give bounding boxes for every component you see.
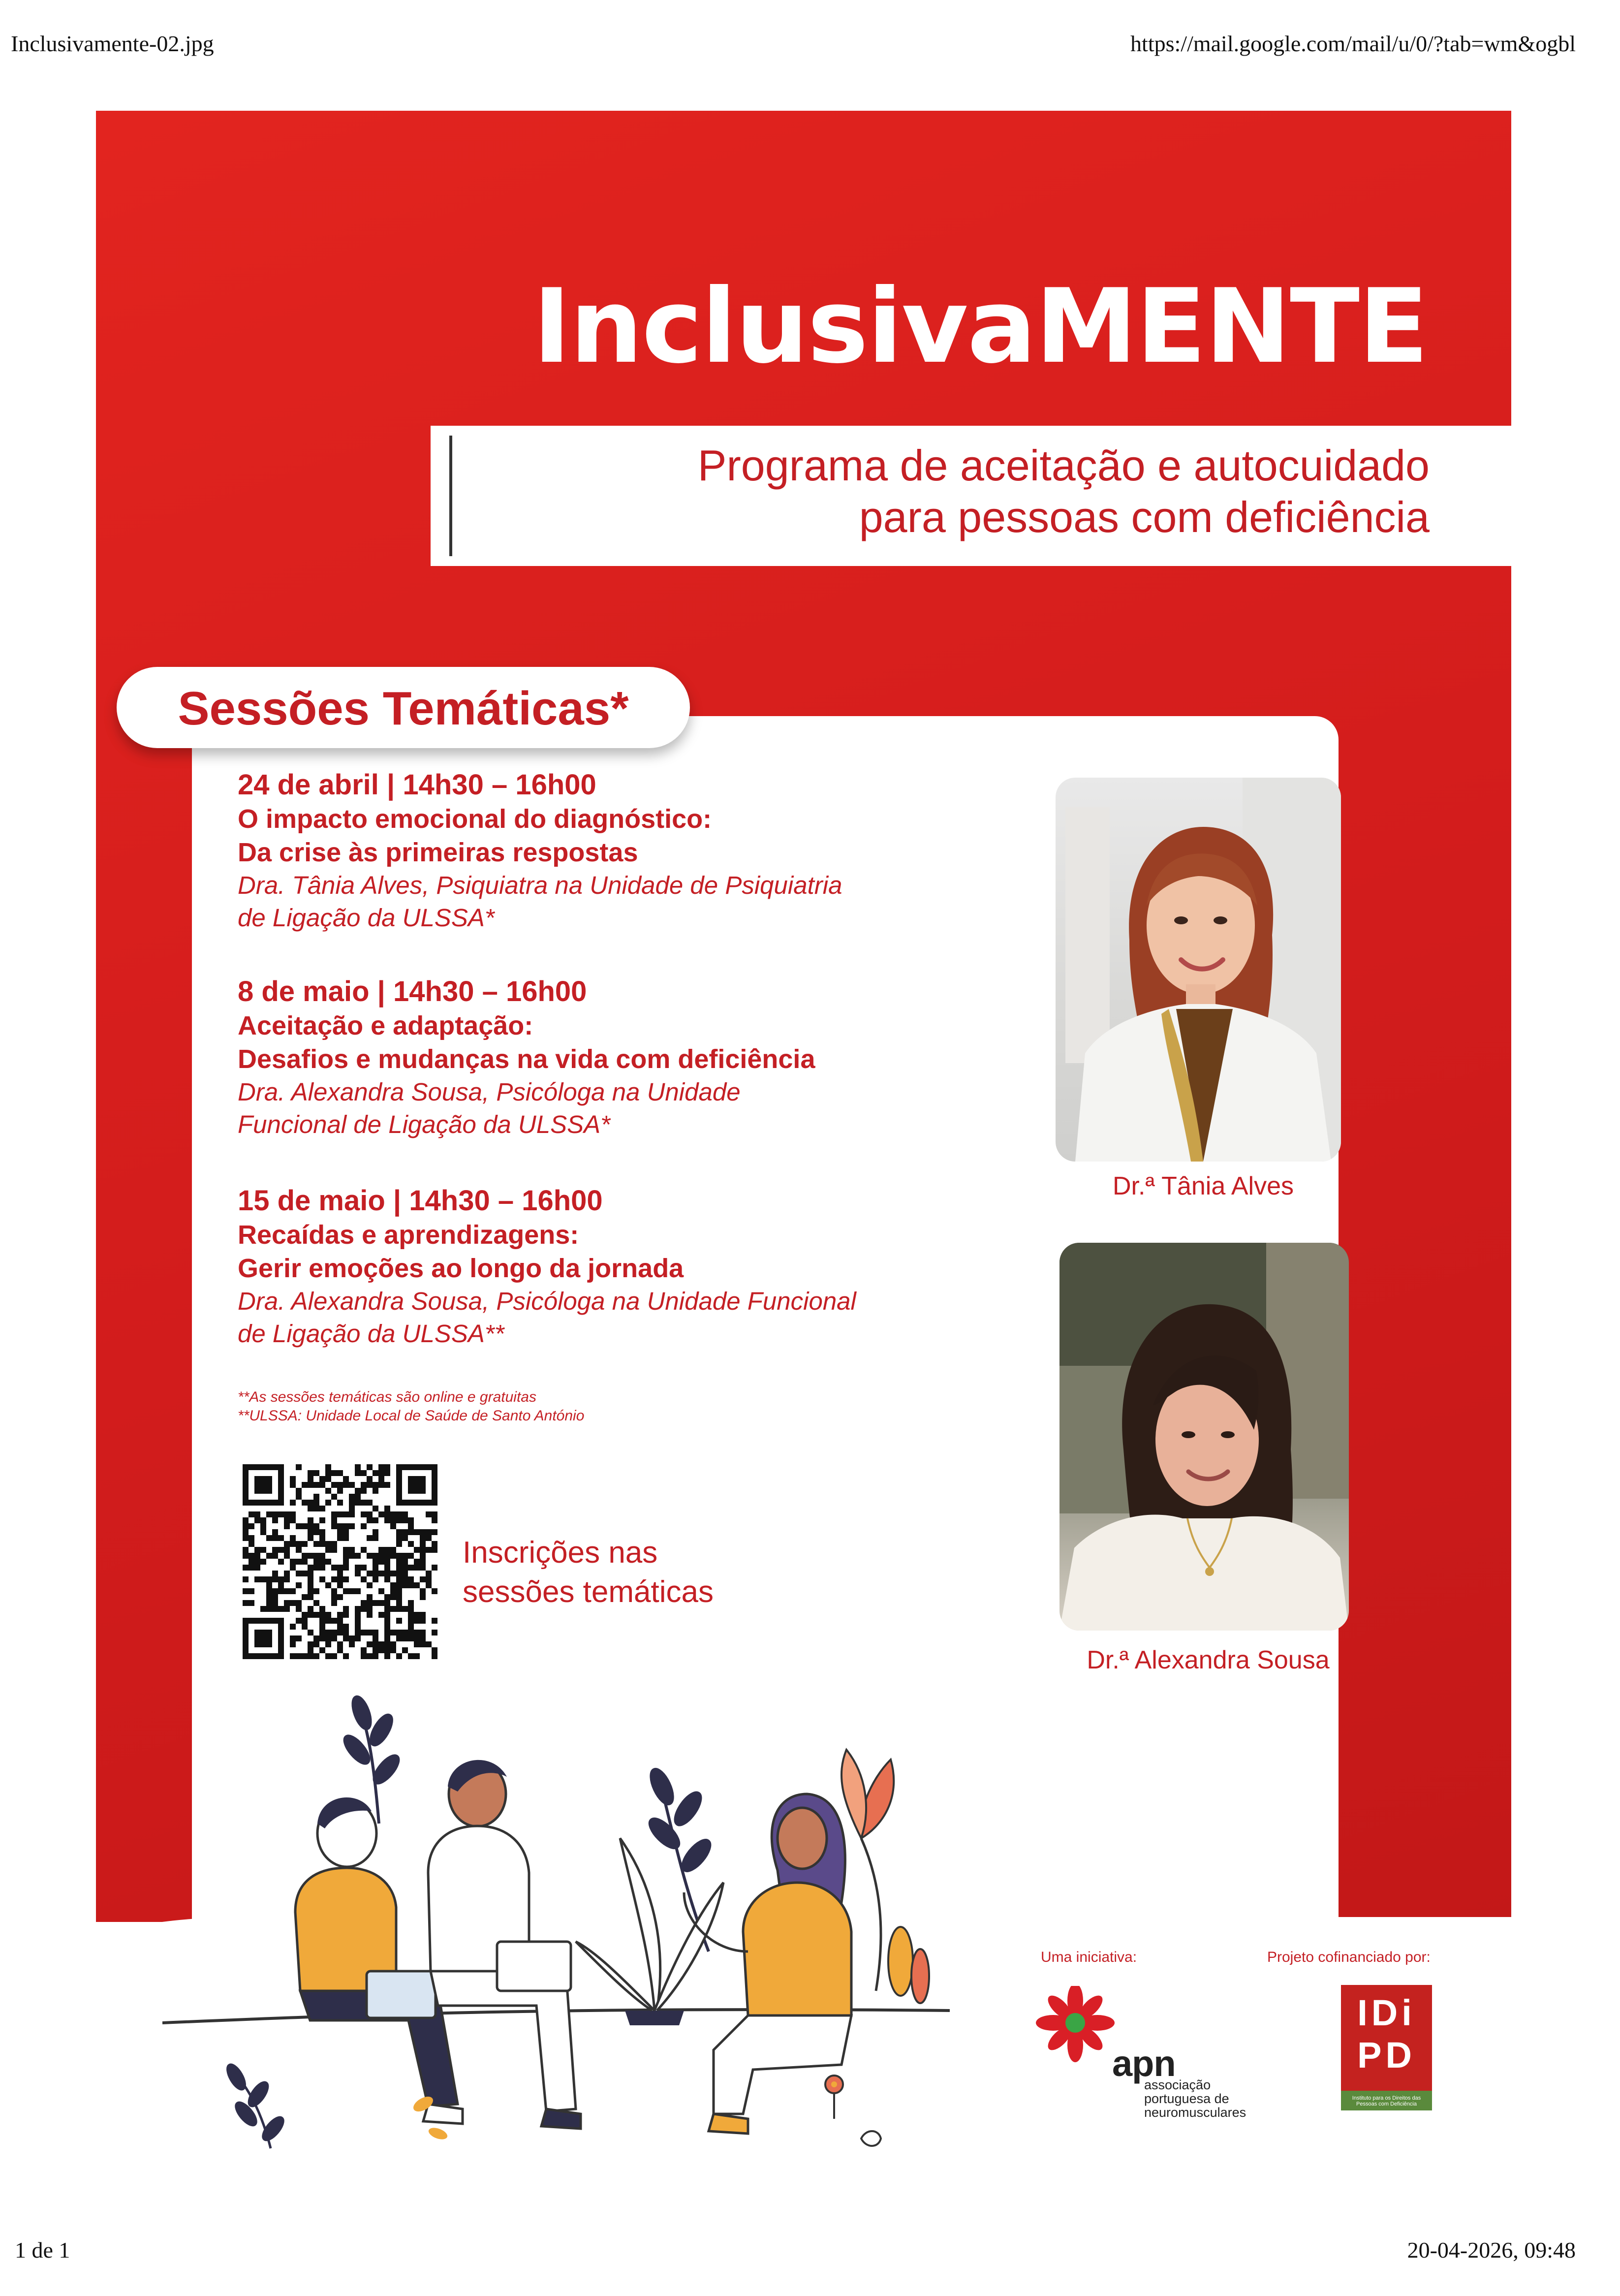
session-item: [238, 1184, 856, 1350]
speaker-photo-alexandra-sousa: [1059, 1243, 1349, 1631]
qr-code-icon[interactable]: [243, 1464, 437, 1659]
people-illustration: [162, 1676, 950, 2158]
session-item: [238, 768, 842, 934]
qr-caption-line-2: sessões temáticas: [463, 1575, 714, 1609]
session-speaker-line-1: Dra. Tânia Alves, Psiquiatra na Unidade de Psiquiatria: [238, 871, 842, 899]
qr-caption: [463, 1533, 714, 1612]
idipd-logo-line-2: PD: [1357, 2035, 1416, 2076]
idipd-logo: [1341, 1985, 1432, 2110]
print-header-url: https://mail.google.com/mail/u/0/?tab=wm&ogbl: [1130, 31, 1576, 56]
session-title-line-1: Aceitação e adaptação:: [238, 1011, 533, 1040]
footnotes: [238, 1388, 584, 1425]
idipd-logo-line-1: IDi: [1357, 1992, 1416, 2033]
session-date: 15 de maio | 14h30 – 16h00: [238, 1185, 603, 1217]
session-item: [238, 975, 815, 1141]
session-date: 8 de maio | 14h30 – 16h00: [238, 975, 587, 1007]
cofund-label: Projeto cofinanciado por:: [1267, 1949, 1431, 1965]
poster: [96, 111, 1511, 2161]
session-speaker-line-2: Funcional de Ligação da ULSSA*: [238, 1110, 611, 1138]
print-footer-datetime: 20-04-2026, 09:48: [1407, 2237, 1576, 2263]
session-title-line-1: Recaídas e aprendizagens:: [238, 1220, 579, 1250]
speaker-caption: Dr.ª Tânia Alves: [1112, 1172, 1294, 1200]
session-title-line-2: Desafios e mudanças na vida com deficiência: [238, 1044, 815, 1074]
footnote: **As sessões temáticas são online e gratuitas: [238, 1389, 536, 1405]
subtitle-accent-bar: [449, 436, 452, 556]
apn-logo-line: associação: [1144, 2077, 1211, 2092]
apn-logo-line: portuguesa de: [1144, 2091, 1229, 2106]
flower-decoration: [841, 1750, 929, 2003]
footnote: **ULSSA: Unidade Local de Saúde de Santo António: [238, 1408, 585, 1424]
apn-logo-fullname: [1144, 2078, 1246, 2119]
subtitle-box: [431, 426, 1511, 566]
session-title-line-1: O impacto emocional do diagnóstico:: [238, 804, 712, 834]
subtitle-line-2: para pessoas com deficiência: [859, 493, 1430, 541]
session-date: 24 de abril | 14h30 – 16h00: [238, 769, 596, 801]
idipd-logo-tagline: Instituto para os Direitos das Pessoas com Deficiência: [1352, 2095, 1421, 2107]
speaker-portrait: [1059, 1243, 1349, 1631]
initiative-label: Uma iniciativa:: [1041, 1949, 1137, 1965]
sessions-heading: Sessões Temáticas*: [178, 682, 629, 735]
session-speaker-line-2: de Ligação da ULSSA*: [238, 904, 495, 932]
print-header-filename: Inclusivamente-02.jpg: [11, 31, 214, 56]
small-flower-bottom: [825, 2076, 881, 2146]
small-plant-bottom-left: [224, 2062, 287, 2148]
session-speaker-line-1: Dra. Alexandra Sousa, Psicóloga na Unidade: [238, 1078, 741, 1106]
sessions-heading-pill: [117, 667, 690, 748]
apn-logo-line: neuromusculares: [1144, 2105, 1246, 2120]
session-speaker-line-1: Dra. Alexandra Sousa, Psicóloga na Unidade Funcional: [238, 1287, 856, 1315]
speaker-photo-tania-alves: [1056, 778, 1341, 1162]
speaker-portrait: [1056, 778, 1341, 1162]
session-title-line-2: Da crise às primeiras respostas: [238, 838, 638, 867]
session-speaker-line-2: de Ligação da ULSSA**: [238, 1320, 504, 1348]
poster-title: InclusivaMENTE: [532, 267, 1428, 386]
print-footer-page: 1 de 1: [15, 2237, 70, 2263]
subtitle-line-1: Programa de aceitação e autocuidado: [697, 441, 1430, 490]
apn-logo-abbr: apn: [1112, 2043, 1176, 2084]
qr-caption-line-1: Inscrições nas: [463, 1536, 658, 1570]
session-title-line-2: Gerir emoções ao longo da jornada: [238, 1254, 684, 1283]
speaker-caption: Dr.ª Alexandra Sousa: [1087, 1646, 1330, 1674]
